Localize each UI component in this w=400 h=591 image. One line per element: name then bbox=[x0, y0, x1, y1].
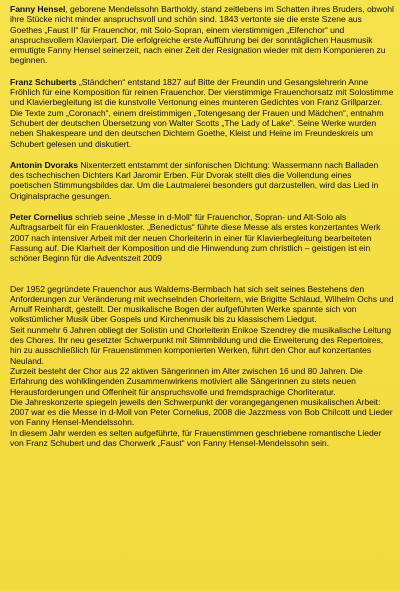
paragraph-hensel bbox=[10, 4, 394, 66]
paragraph-chor-members bbox=[10, 366, 394, 397]
paragraph-cornelius bbox=[10, 212, 394, 263]
program-text bbox=[10, 4, 394, 448]
text-chor-history: Der 1952 gegründete Frauenchor aus Waldems-Bermbach hat sich seit seines Bestehens den Anforderungen zur Veränderung mit wechselnden Chorleitern, wie Brigitte Schlaud, Wilhelm Ochs und Arnulf Reinhardt, gestellt. Der musikalische Bogen der aufgeführten Werke spannte sich von volkstümlicher Musik über Gospels und Kirchenmusik bis zu klassischem Liedgut. bbox=[10, 283, 394, 325]
text-chor-leadership: Seit nunmehr 6 Jahren obliegt der Solistin und Chorleiterin Enikoe Szendrey die musikalische Leitung des Chores. Ihr neu gesetzter Schwerpunkt mit Stimmbildung und die Erweiterung des Repertoires, hin zu ausschließlich für Frauenstimmen komponierten Werken, führt den Chor auf konzertantes Neuland. bbox=[10, 324, 391, 366]
paragraph-schubert-coronach bbox=[10, 108, 394, 149]
paragraph-chor-leadership bbox=[10, 325, 394, 366]
paragraph-chor-concerts bbox=[10, 397, 394, 428]
paragraph-chor-this-year bbox=[10, 428, 394, 449]
composer-name-cornelius: Peter Cornelius bbox=[10, 212, 73, 223]
text-hensel: , geborene Mendelssohn Bartholdy, stand zeitlebens im Schatten ihres Bruders, obwohl ihre Stücke nicht minder anspruchsvoll und schön sind. 1843 vertonte sie die erste Szene aus Goethes „Faust II“ für Frauenchor, mit Solo-Sopran, einem vierstimmigen „Elfenchor“ und anspruchsvollem Klavierpart. Die erfolgreiche erste Aufführung bei der sonntäglichen Hausmusik ermutigte Fanny Hensel seinerzeit, nach einer Zeit der Resignation wieder mit dem Komponieren zu beginnen. bbox=[10, 4, 394, 66]
text-schubert-coronach: Die Texte zum „Coronach“, einem dreistimmigen „Totengesang der Frauen und Mädchen“, entnahm Schubert der deutschen Übersetzung von Walter Scotts „The Lady of Lake“. Seine Werke wurden neben Shakespeare und den deutschen Dichtern Goethe, Kleist und Heine im Freundeskreis um Schubert gelesen und diskutiert. bbox=[10, 107, 384, 149]
text-chor-members: Zurzeit besteht der Chor aus 22 aktiven Sängerinnen im Alter zwischen 16 und 80 Jahren. Die Erfahrung des wohlklingenden Zusammenwirkens motiviert alle Sängerinnen zu stets neuen Herausforderungen und Offenheit für anspruchsvolle und fremdsprachige Chorliteratur. bbox=[10, 365, 363, 397]
text-chor-concerts: Die Jahreskonzerte spiegeln jeweils den Schwerpunkt der vorangegangenen musikalischen Arbeit: 2007 war es die Messe in d-Moll von Peter Cornelius, 2008 die Jazzmess von Bob Chilcott und Lieder von Fanny Hensel-Mendelssohn. bbox=[10, 396, 393, 428]
text-cornelius: schrieb seine „Messe in d-Moll“ für Frauenchor, Sopran- und Alt-Solo als Auftragsarbeit für ein Frauenkloster. „Benedictus“ führte diese Messe als erstes konzertantes Werk 2007 nach intensiver Arbeit mit der neuen Chorleiterin in einer für Klavierbegleitung bearbeiteten Fassung auf. Die Klarheit der Komposition und die Hinwendung zum christlich – geistigen ist ein schöner Beginn für die Adventszeit 2009 bbox=[10, 212, 381, 264]
text-dvorak: Nixenterzett entstammt der sinfonischen Dichtung: Wassermann nach Balladen des tschechischen Dichters Karl Jaromir Erben. Für Dvorak stellt dies die Vollendung eines poetischen Stimmungsbildes dar. Um die Lautmalerei besonders gut darzustellen, wird das Lied in Originalsprache gesungen. bbox=[10, 159, 379, 201]
composer-name-dvorak: Antonin Dvoraks bbox=[10, 159, 79, 170]
paragraph-dvorak bbox=[10, 160, 394, 201]
text-chor-this-year: In diesem Jahr werden es selten aufgeführte, für Frauenstimmen geschriebene romantische Lieder von Franz Schubert und das Chorwerk „Faust“ von Fanny Hensel-Mendelssohn sein. bbox=[10, 427, 382, 448]
composer-name-schubert: Franz Schuberts bbox=[10, 76, 77, 87]
text-schubert: „Ständchen“ entstand 1827 auf Bitte der Freundin und Gesangslehrerin Anne Fröhlich für eine Komposition für reinen Frauenchor. Der vierstimmige Frauenchorsatz mit Solostimme und Klavierbegleitung ist die kunstvolle Vertonung eines munteren Gedichtes von Franz Grillparzer. bbox=[10, 76, 394, 108]
paragraph-schubert bbox=[10, 77, 394, 108]
paragraph-chor-history bbox=[10, 284, 394, 325]
composer-name-hensel: Fanny Hensel bbox=[10, 4, 66, 14]
